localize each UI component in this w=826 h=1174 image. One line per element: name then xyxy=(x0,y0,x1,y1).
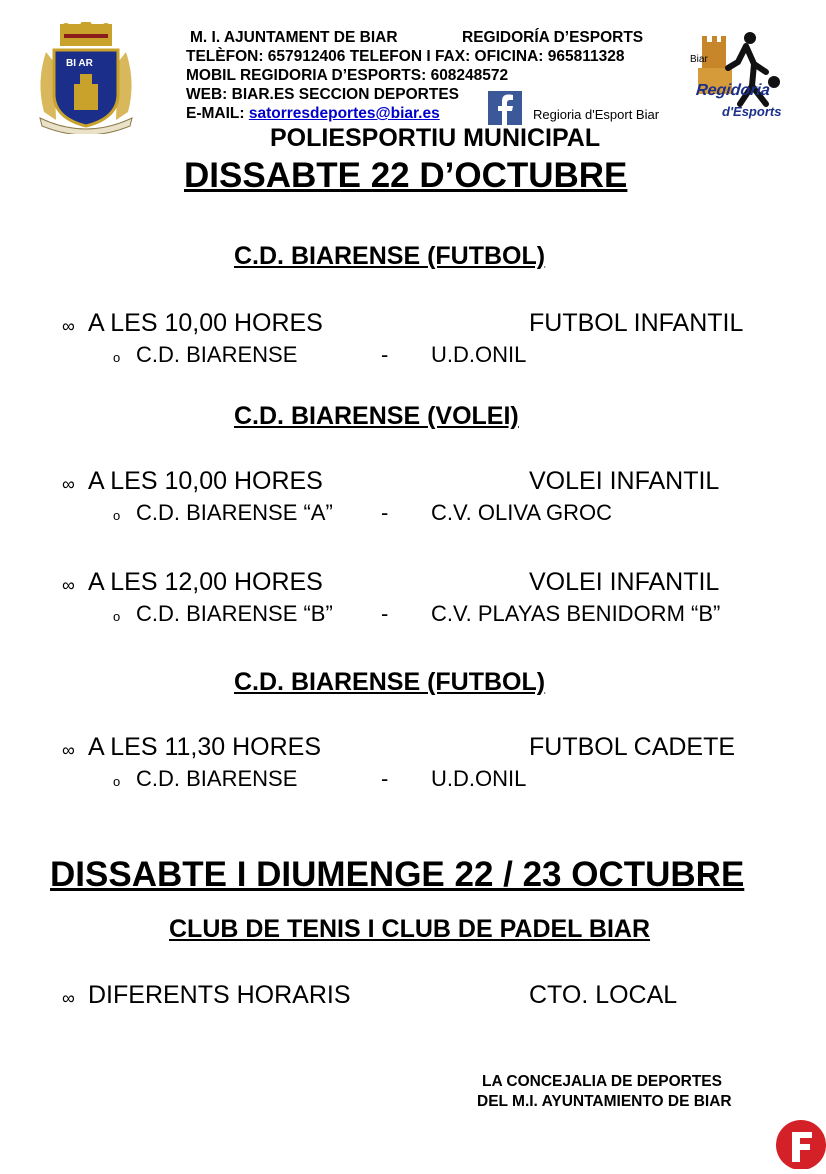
tennis-category: CTO. LOCAL xyxy=(529,981,678,1009)
tennis-time: DIFERENTS HORARIS xyxy=(88,981,351,1009)
header-municipality: M. I. AJUNTAMENT DE BIAR xyxy=(190,29,398,46)
away-team: U.D.ONIL xyxy=(431,342,527,367)
bullet-icon: ∞ xyxy=(62,575,75,595)
email-label: E-MAIL: xyxy=(186,105,245,122)
section-title: C.D. BIARENSE (VOLEI) xyxy=(234,402,519,430)
regidoria-logo-sub: d'Esports xyxy=(722,104,782,119)
bullet-icon: ∞ xyxy=(62,988,75,1008)
municipal-crest xyxy=(26,22,146,134)
event-category: VOLEI INFANTIL xyxy=(529,568,720,596)
event-category: VOLEI INFANTIL xyxy=(529,467,720,495)
event-time: A LES 11,30 HORES xyxy=(88,733,321,761)
away-team: C.V. OLIVA GROC xyxy=(431,500,612,525)
vs-separator: - xyxy=(381,342,389,367)
corner-logo-icon xyxy=(774,1118,826,1169)
sub-bullet-icon: o xyxy=(113,774,121,789)
email-link[interactable]: satorresdeportes@biar.es xyxy=(248,105,440,122)
footer-line-1: LA CONCEJALIA DE DEPORTES xyxy=(482,1073,722,1090)
home-team: C.D. BIARENSE xyxy=(136,342,298,367)
crest-text: BI AR xyxy=(66,58,93,69)
away-team: U.D.ONIL xyxy=(431,766,527,791)
bullet-icon: ∞ xyxy=(62,740,75,760)
event-time: A LES 12,00 HORES xyxy=(88,568,323,596)
tennis-title: CLUB DE TENIS I CLUB DE PADEL BIAR xyxy=(169,915,651,943)
home-team: C.D. BIARENSE “A” xyxy=(136,500,333,525)
bullet-icon: ∞ xyxy=(62,316,75,336)
event-category: FUTBOL INFANTIL xyxy=(529,309,744,337)
regidoria-logo-biar: Biar xyxy=(690,54,708,65)
facebook-caption: Regioria d'Esport Biar xyxy=(533,107,660,122)
facebook-icon[interactable] xyxy=(488,91,522,125)
header-web: WEB: BIAR.ES SECCION DEPORTES xyxy=(186,86,459,103)
vs-separator: - xyxy=(381,500,389,525)
sub-bullet-icon: o xyxy=(113,350,121,365)
bullet-icon: ∞ xyxy=(62,474,75,494)
footer-line-2: DEL M.I. AYUNTAMIENTO DE BIAR xyxy=(477,1093,732,1110)
header-phones: TELÈFON: 657912406 TELEFON I FAX: OFICINA: 965811328 xyxy=(186,48,625,65)
sub-bullet-icon: o xyxy=(113,508,121,523)
weekend-title: DISSABTE I DIUMENGE 22 / 23 OCTUBRE xyxy=(50,855,745,894)
home-team: C.D. BIARENSE “B” xyxy=(136,601,333,626)
section-title: C.D. BIARENSE (FUTBOL) xyxy=(234,242,546,270)
vs-separator: - xyxy=(381,766,389,791)
header-email-row xyxy=(186,104,440,123)
away-team: C.V. PLAYAS BENIDORM “B” xyxy=(431,601,721,626)
venue-title: POLIESPORTIU MUNICIPAL xyxy=(270,124,601,152)
date-title: DISSABTE 22 D’OCTUBRE xyxy=(184,156,628,195)
section-title: C.D. BIARENSE (FUTBOL) xyxy=(234,668,546,696)
header-mobile: MOBIL REGIDORIA D’ESPORTS: 608248572 xyxy=(186,67,509,84)
sub-bullet-icon: o xyxy=(113,609,121,624)
home-team: C.D. BIARENSE xyxy=(136,766,298,791)
event-category: FUTBOL CADETE xyxy=(529,733,736,761)
regidoria-logo-title: Regidoria xyxy=(695,82,771,99)
event-time: A LES 10,00 HORES xyxy=(88,309,323,337)
vs-separator: - xyxy=(381,601,389,626)
header-department: REGIDORÍA D’ESPORTS xyxy=(462,29,644,46)
event-time: A LES 10,00 HORES xyxy=(88,467,323,495)
